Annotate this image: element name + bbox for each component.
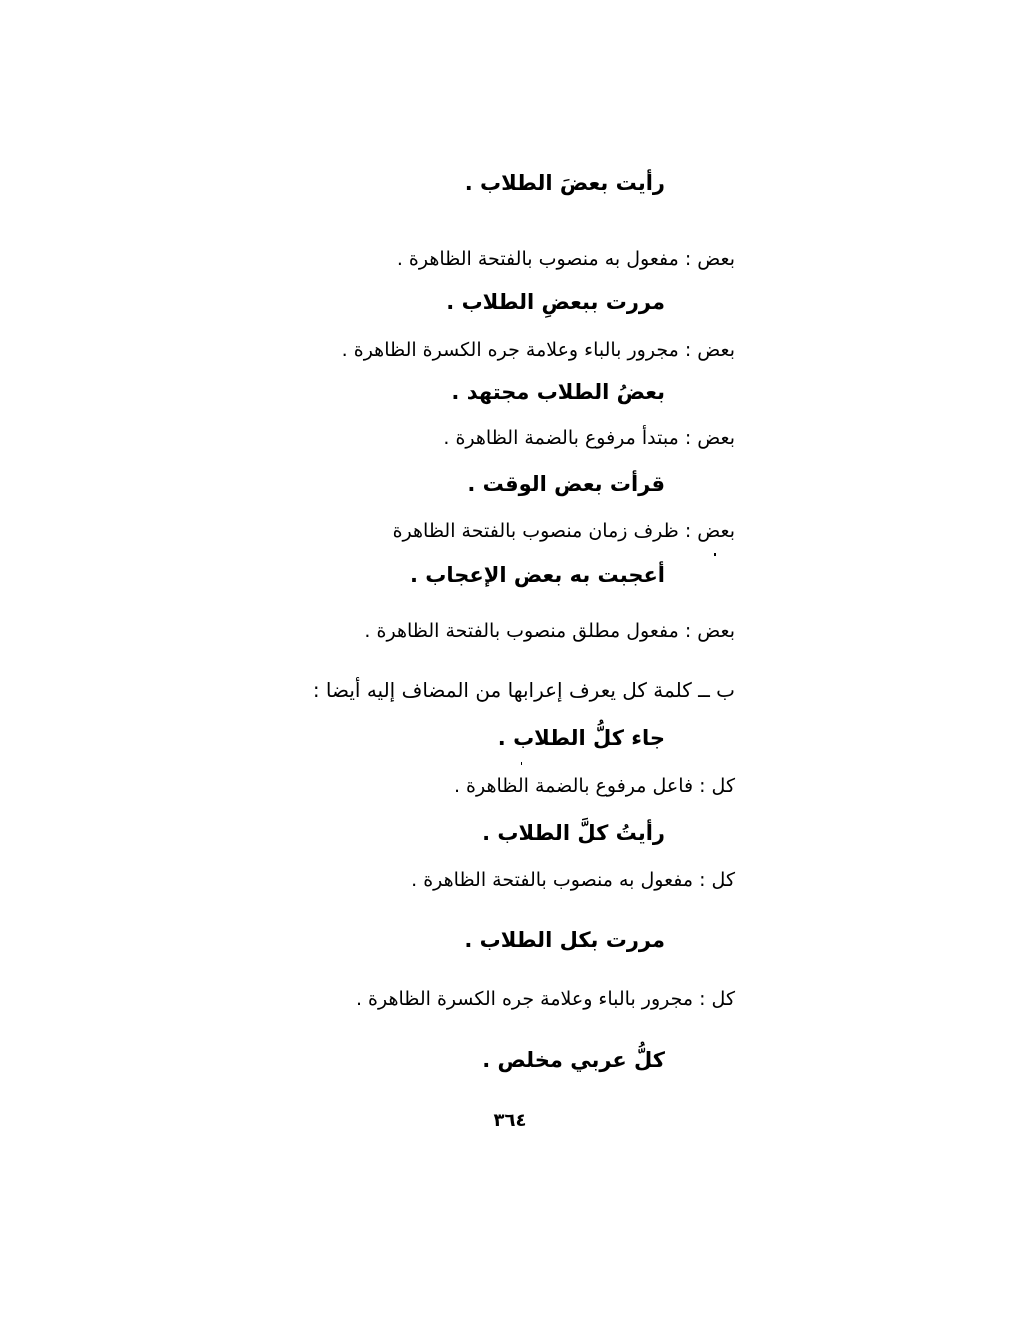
example-sentence: مررت بكل الطلاب . — [464, 928, 665, 952]
example-sentence: بعضُ الطلاب مجتهد . — [451, 380, 665, 404]
example-sentence: مررت ببعضِ الطلاب . — [446, 290, 665, 314]
explanation-line: بعض : مبتدأ مرفوع بالضمة الظاهرة . — [443, 427, 735, 449]
print-speck — [521, 762, 522, 765]
explanation-line: بعض : مجرور بالباء وعلامة جره الكسرة الظاهرة . — [341, 339, 735, 361]
explanation-line: بعض : مفعول به منصوب بالفتحة الظاهرة . — [396, 248, 735, 270]
explanation-line: بعض : مفعول مطلق منصوب بالفتحة الظاهرة . — [364, 620, 735, 642]
explanation-line: كل : فاعل مرفوع بالضمة الظاهرة . — [453, 775, 735, 797]
example-sentence: قرأت بعض الوقت . — [467, 472, 665, 496]
example-sentence: جاء كلُّ الطلاب . — [497, 726, 665, 750]
section-heading: ب ــ كلمة كل يعرف إعرابها من المضاف إليه أيضا : — [312, 678, 735, 702]
explanation-line: كل : مجرور بالباء وعلامة جره الكسرة الظاهرة . — [355, 988, 735, 1010]
example-sentence: رأيت بعضَ الطلاب . — [464, 171, 665, 195]
print-speck — [714, 553, 716, 556]
example-sentence: رأيتُ كلَّ الطلاب . — [482, 821, 665, 845]
example-sentence: أعجبت به بعض الإعجاب . — [409, 563, 665, 587]
example-sentence: كلُّ عربي مخلص . — [482, 1048, 665, 1072]
explanation-line: بعض : ظرف زمان منصوب بالفتحة الظاهرة — [392, 520, 735, 542]
page-number: ٣٦٤ — [493, 1110, 527, 1131]
explanation-line: كل : مفعول به منصوب بالفتحة الظاهرة . — [411, 869, 735, 891]
